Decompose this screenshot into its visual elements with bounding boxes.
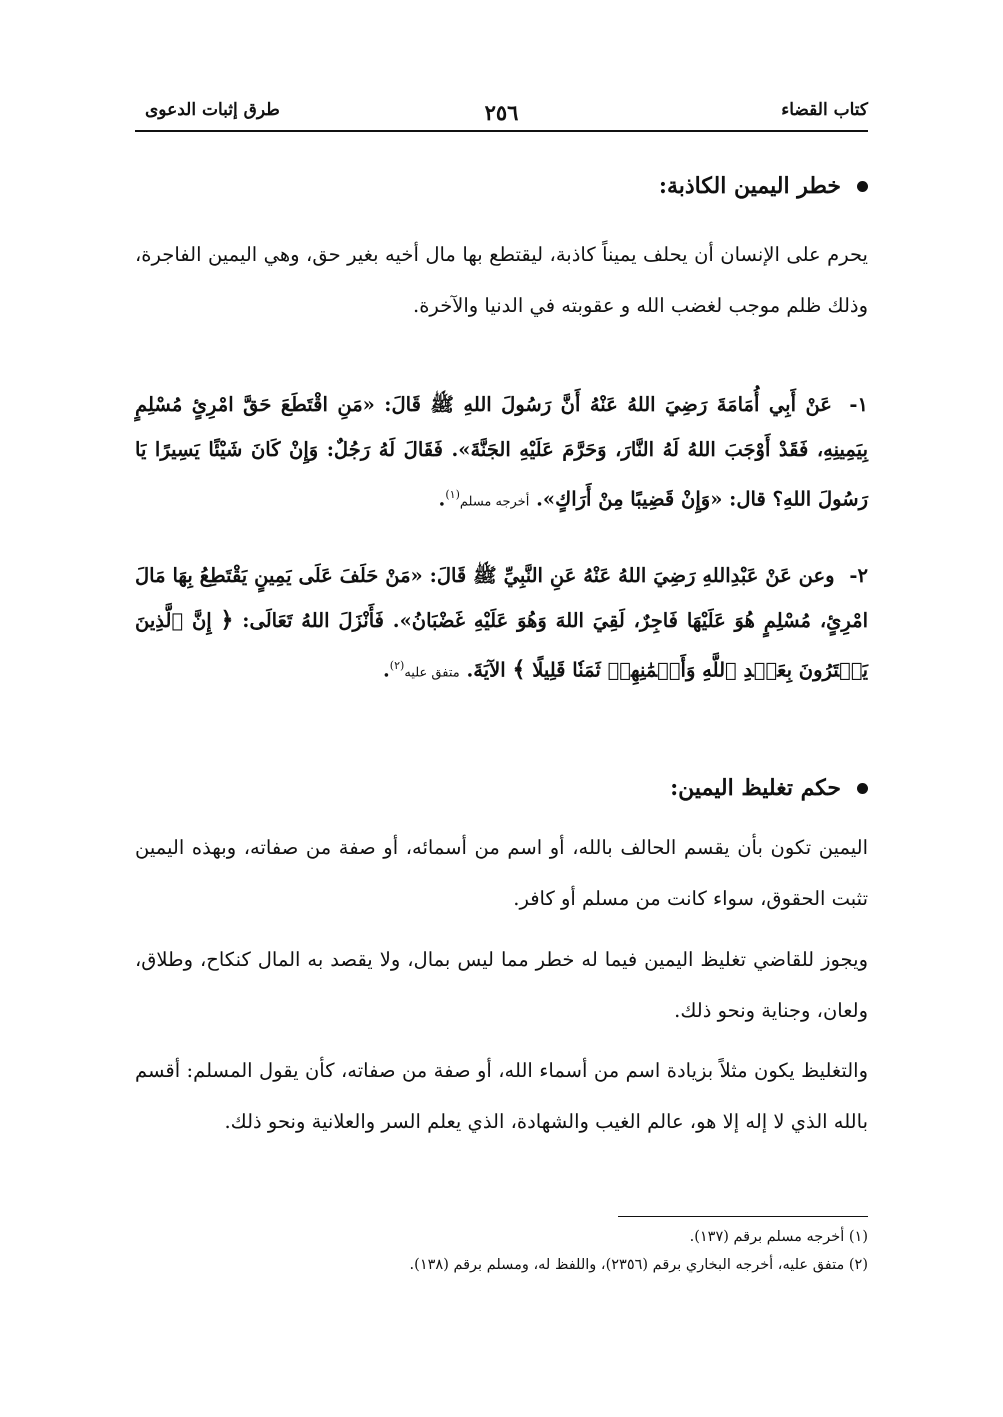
footnote-ref: (١) bbox=[445, 488, 460, 501]
footnote-1: (١) أخرجه مسلم برقم (١٣٧). bbox=[689, 1229, 868, 1245]
paragraph-oath-definition: اليمين تكون بأن يقسم الحالف بالله، أو اسم من أسمائه، أو صفة من صفاته، وبهذه اليمين تثبت الحقوق، سواء كانت من مسلم أو كافر. bbox=[135, 836, 868, 910]
hadith-1 bbox=[135, 382, 868, 525]
section-heading-oath-emphasis bbox=[135, 768, 868, 808]
hadith-2 bbox=[135, 553, 868, 696]
footnote-divider bbox=[618, 1216, 868, 1217]
section-title: طرق إثبات الدعوى bbox=[145, 100, 280, 120]
hadith-text: عَنْ أَبِي أُمَامَةَ رَضِيَ اللهُ عَنْهُ أَنَّ رَسُولَ اللهِ ﷺ قَالَ: «مَنِ اقْتَطَعَ حَقَّ امْرِئٍ مُسْلِمٍ بِيَمِينِهِ، فَقَدْ أَوْجَبَ اللهُ لَهُ النَّارَ، وَحَرَّمَ عَلَيْهِ الجَنَّةَ». فَقَالَ لَهُ رَجُلٌ: وَإِنْ كَانَ شَيْئًا يَسِيرًا يَا رَسُولَ اللهِ؟ قال: «وَإِنْ قَضِيبًا مِنْ أَرَاكٍ». bbox=[135, 393, 868, 511]
paragraph-emphasis-example: والتغليظ يكون مثلاً بزيادة اسم من أسماء الله، أو صفة من صفاته، كأن يقول المسلم: أقسم بالله الذي لا إله إلا هو، عالم الغيب والشهادة، الذي يعلم السر والعلانية ونحو ذلك. bbox=[135, 1059, 868, 1133]
bullet-icon bbox=[857, 783, 868, 794]
paragraph-false-oath: يحرم على الإنسان أن يحلف يميناً كاذبة، ليقتطع بها مال أخيه بغير حق، وهي اليمين الفاجرة، وذلك ظلم موجب لغضب الله و عقوبته في الدنيا والآخرة. bbox=[135, 243, 868, 317]
hadith-end: . bbox=[438, 487, 446, 511]
hadith-source: أخرجه مسلم bbox=[459, 494, 530, 510]
page-number: ٢٥٦ bbox=[484, 100, 519, 125]
quran-bracket-close: ﴾ bbox=[512, 656, 526, 683]
footnote-2: (٢) متفق عليه، أخرجه البخاري برقم (٢٣٥٦)، واللفظ له، ومسلم برقم (١٣٨). bbox=[409, 1257, 868, 1273]
quran-verse: إِنَّ ٱلَّذِينَ يَشۡتَرُونَ بِعَهۡدِ ٱللَّهِ وَأَيۡمَٰنِهِمۡ ثَمَنٗا قَلِيلًا bbox=[135, 609, 868, 682]
quran-bracket-open: ﴿ bbox=[220, 607, 234, 633]
hadith-number: ٢- bbox=[849, 564, 868, 587]
running-header bbox=[135, 96, 868, 132]
footnote-ref: (٢) bbox=[389, 659, 405, 672]
hadith-number: ١- bbox=[849, 393, 868, 416]
heading-text: خطر اليمين الكاذبة: bbox=[658, 173, 841, 199]
verse-note: الآيَةَ. bbox=[466, 658, 506, 682]
chapter-title: كتاب القضاء bbox=[781, 100, 868, 120]
heading-text: حكم تغليظ اليمين: bbox=[670, 775, 841, 801]
section-heading-false-oath bbox=[135, 166, 868, 206]
hadith-end: . bbox=[383, 658, 390, 682]
bullet-icon bbox=[857, 181, 868, 192]
paragraph-judge-emphasis: ويجوز للقاضي تغليظ اليمين فيما له خطر مما ليس بمال، ولا يقصد به المال كنكاح، وطلاق، ولعان، وجناية ونحو ذلك. bbox=[135, 948, 868, 1022]
hadith-source: متفق عليه bbox=[404, 665, 460, 681]
hadith-text: وعن عَنْ عَبْدِاللهِ رَضِيَ اللهُ عَنْهُ عَنِ النَّبِيِّ ﷺ قَالَ: «مَنْ حَلَفَ عَلَى يَمِينٍ يَقْتَطِعُ بِهَا مَالَ امْرِئٍ، مُسْلِمٍ هُوَ عَلَيْهَا فَاجِرٌ، لَقِيَ اللهَ وَهُوَ عَلَيْهِ غَضْبَانُ». فَأَنْزَلَ اللهُ تَعَالَى: bbox=[135, 564, 868, 632]
